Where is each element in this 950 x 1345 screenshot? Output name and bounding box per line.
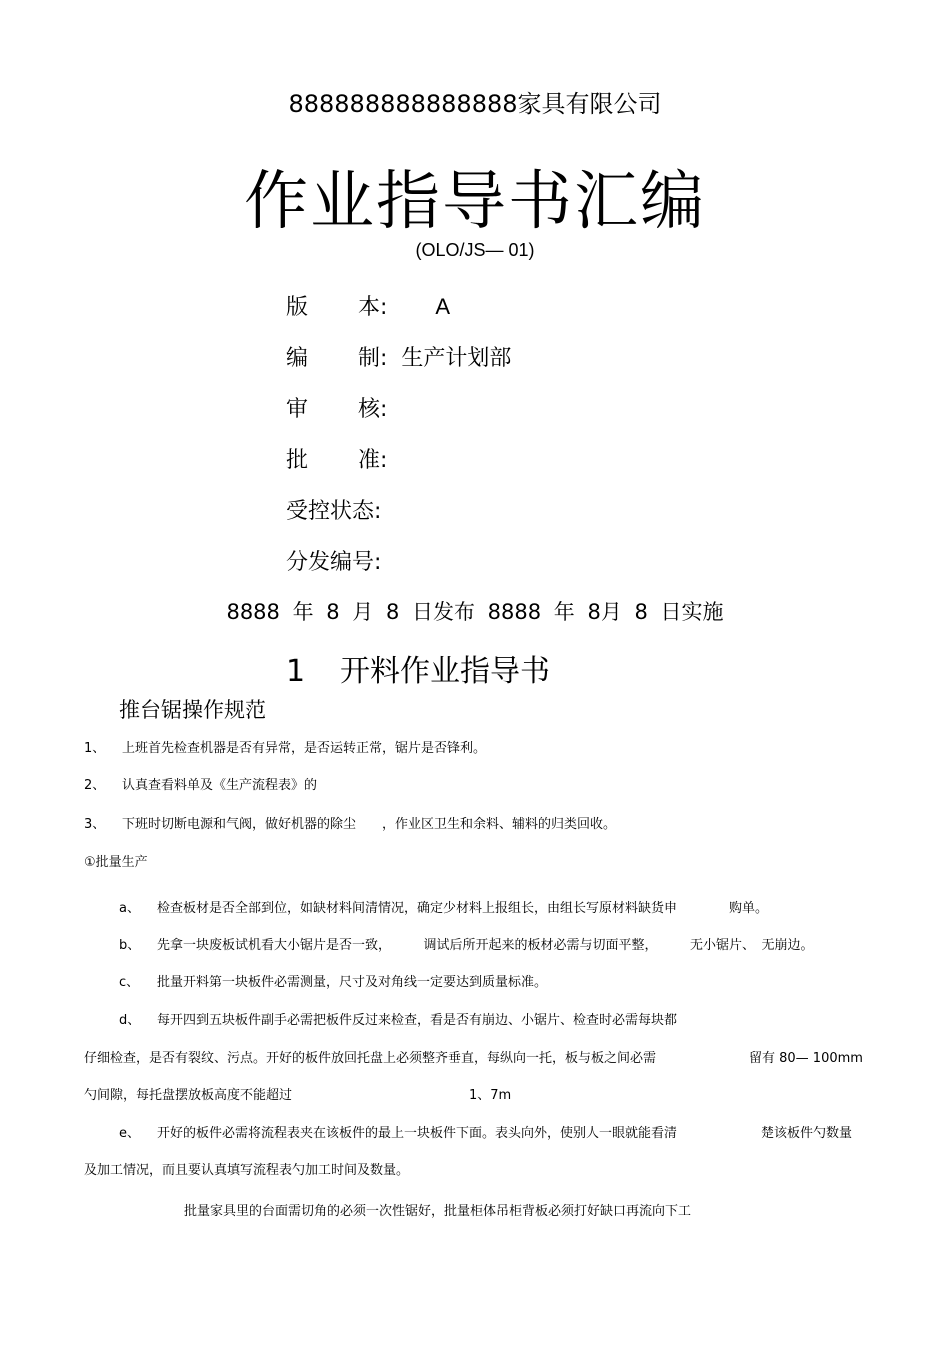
paragraph-continuation-tail: 留有 80— 100mm xyxy=(749,1051,863,1066)
sub-item-text: 每开四到五块板件副手必需把板件反过来检查，看是否有崩边、小锯片、检查时必需每块都 xyxy=(157,1013,678,1028)
document-title: 作业指导书汇编 xyxy=(244,165,706,239)
release-dates: 8888 年 8 月 8 日发布 8888 年 8月 8 日实施 xyxy=(226,600,724,624)
paragraph-continuation: 仔细检查，是否有裂纹、污点。开好的板件放回托盘上必须整齐垂直，每纵向一托，板与板之间必需 xyxy=(84,1051,657,1066)
sub-item-text-tail: 楚该板件勺数量 xyxy=(761,1126,853,1141)
paragraph-continuation-tail: 1、7m xyxy=(469,1088,512,1103)
section-number: 1 xyxy=(286,654,306,689)
item-number: 3、 xyxy=(84,817,106,832)
section-heading xyxy=(286,646,550,690)
field-version: 版 本: A xyxy=(286,294,451,320)
sub-item-letter: a、 xyxy=(119,901,140,916)
paragraph-continuation: 勺间隙，每托盘摆放板高度不能超过 xyxy=(84,1088,293,1103)
sub-item-text: 先拿一块废板试机看大小锯片是否一致， 调试后所开起来的板材必需与切面平整， 无小锯片、 无崩边。 xyxy=(157,938,814,953)
field-approver: 批 准: xyxy=(286,448,388,473)
field-distribution-number: 分发编号: xyxy=(286,550,382,575)
item-number: 2、 xyxy=(84,778,106,793)
sub-item-text: 批量开料第一块板件必需测量，尺寸及对角线一定要达到质量标准。 xyxy=(157,975,548,990)
subsection-heading: 推台锯操作规范 xyxy=(119,698,266,722)
field-reviewer: 审 核: xyxy=(286,397,388,422)
batch-heading: ①批量生产 xyxy=(84,855,148,870)
field-control-status: 受控状态: xyxy=(286,499,382,524)
sub-item-letter: d、 xyxy=(119,1013,141,1028)
company-name: 888888888888888家具有限公司 xyxy=(288,90,662,118)
section-title: 开料作业指导书 xyxy=(340,654,550,689)
document-code: (OLO/JS— 01) xyxy=(415,240,535,260)
paragraph-continuation: 及加工情况，而且要认真填写流程表勺加工时间及数量。 xyxy=(84,1163,410,1178)
sub-item-letter: b、 xyxy=(119,938,141,953)
sub-item-letter: e、 xyxy=(119,1126,140,1141)
field-version-value: A xyxy=(435,294,451,319)
field-compiler-value: 生产计划部 xyxy=(401,346,512,371)
paragraph-final: 批量家具里的台面需切角的必须一次性锯好，批量柜体吊柜背板必须打好缺口再流向下工 xyxy=(184,1204,692,1219)
sub-item-text: 检查板材是否全部到位，如缺材料间清情况，确定少材料上报组长，由组长写原材料缺货申 购单。 xyxy=(157,901,769,916)
sub-item-letter: c、 xyxy=(119,975,140,990)
sub-item-text: 开好的板件必需将流程表夹在该板件的最上一块板件下面。表头向外，使别人一眼就能看清 xyxy=(157,1126,678,1141)
item-text: 下班时切断电源和气阀，做好机器的除尘 ，作业区卫生和余料、辅料的归类回收。 xyxy=(122,817,617,832)
item-number: 1、 xyxy=(84,741,106,756)
item-text: 认真查看料单及《生产流程表》的 xyxy=(122,778,318,793)
field-compiler: 编 制: 生产计划部 xyxy=(286,346,512,371)
item-text: 上班首先检查机器是否有异常，是否运转正常，锯片是否锋利。 xyxy=(122,741,487,756)
